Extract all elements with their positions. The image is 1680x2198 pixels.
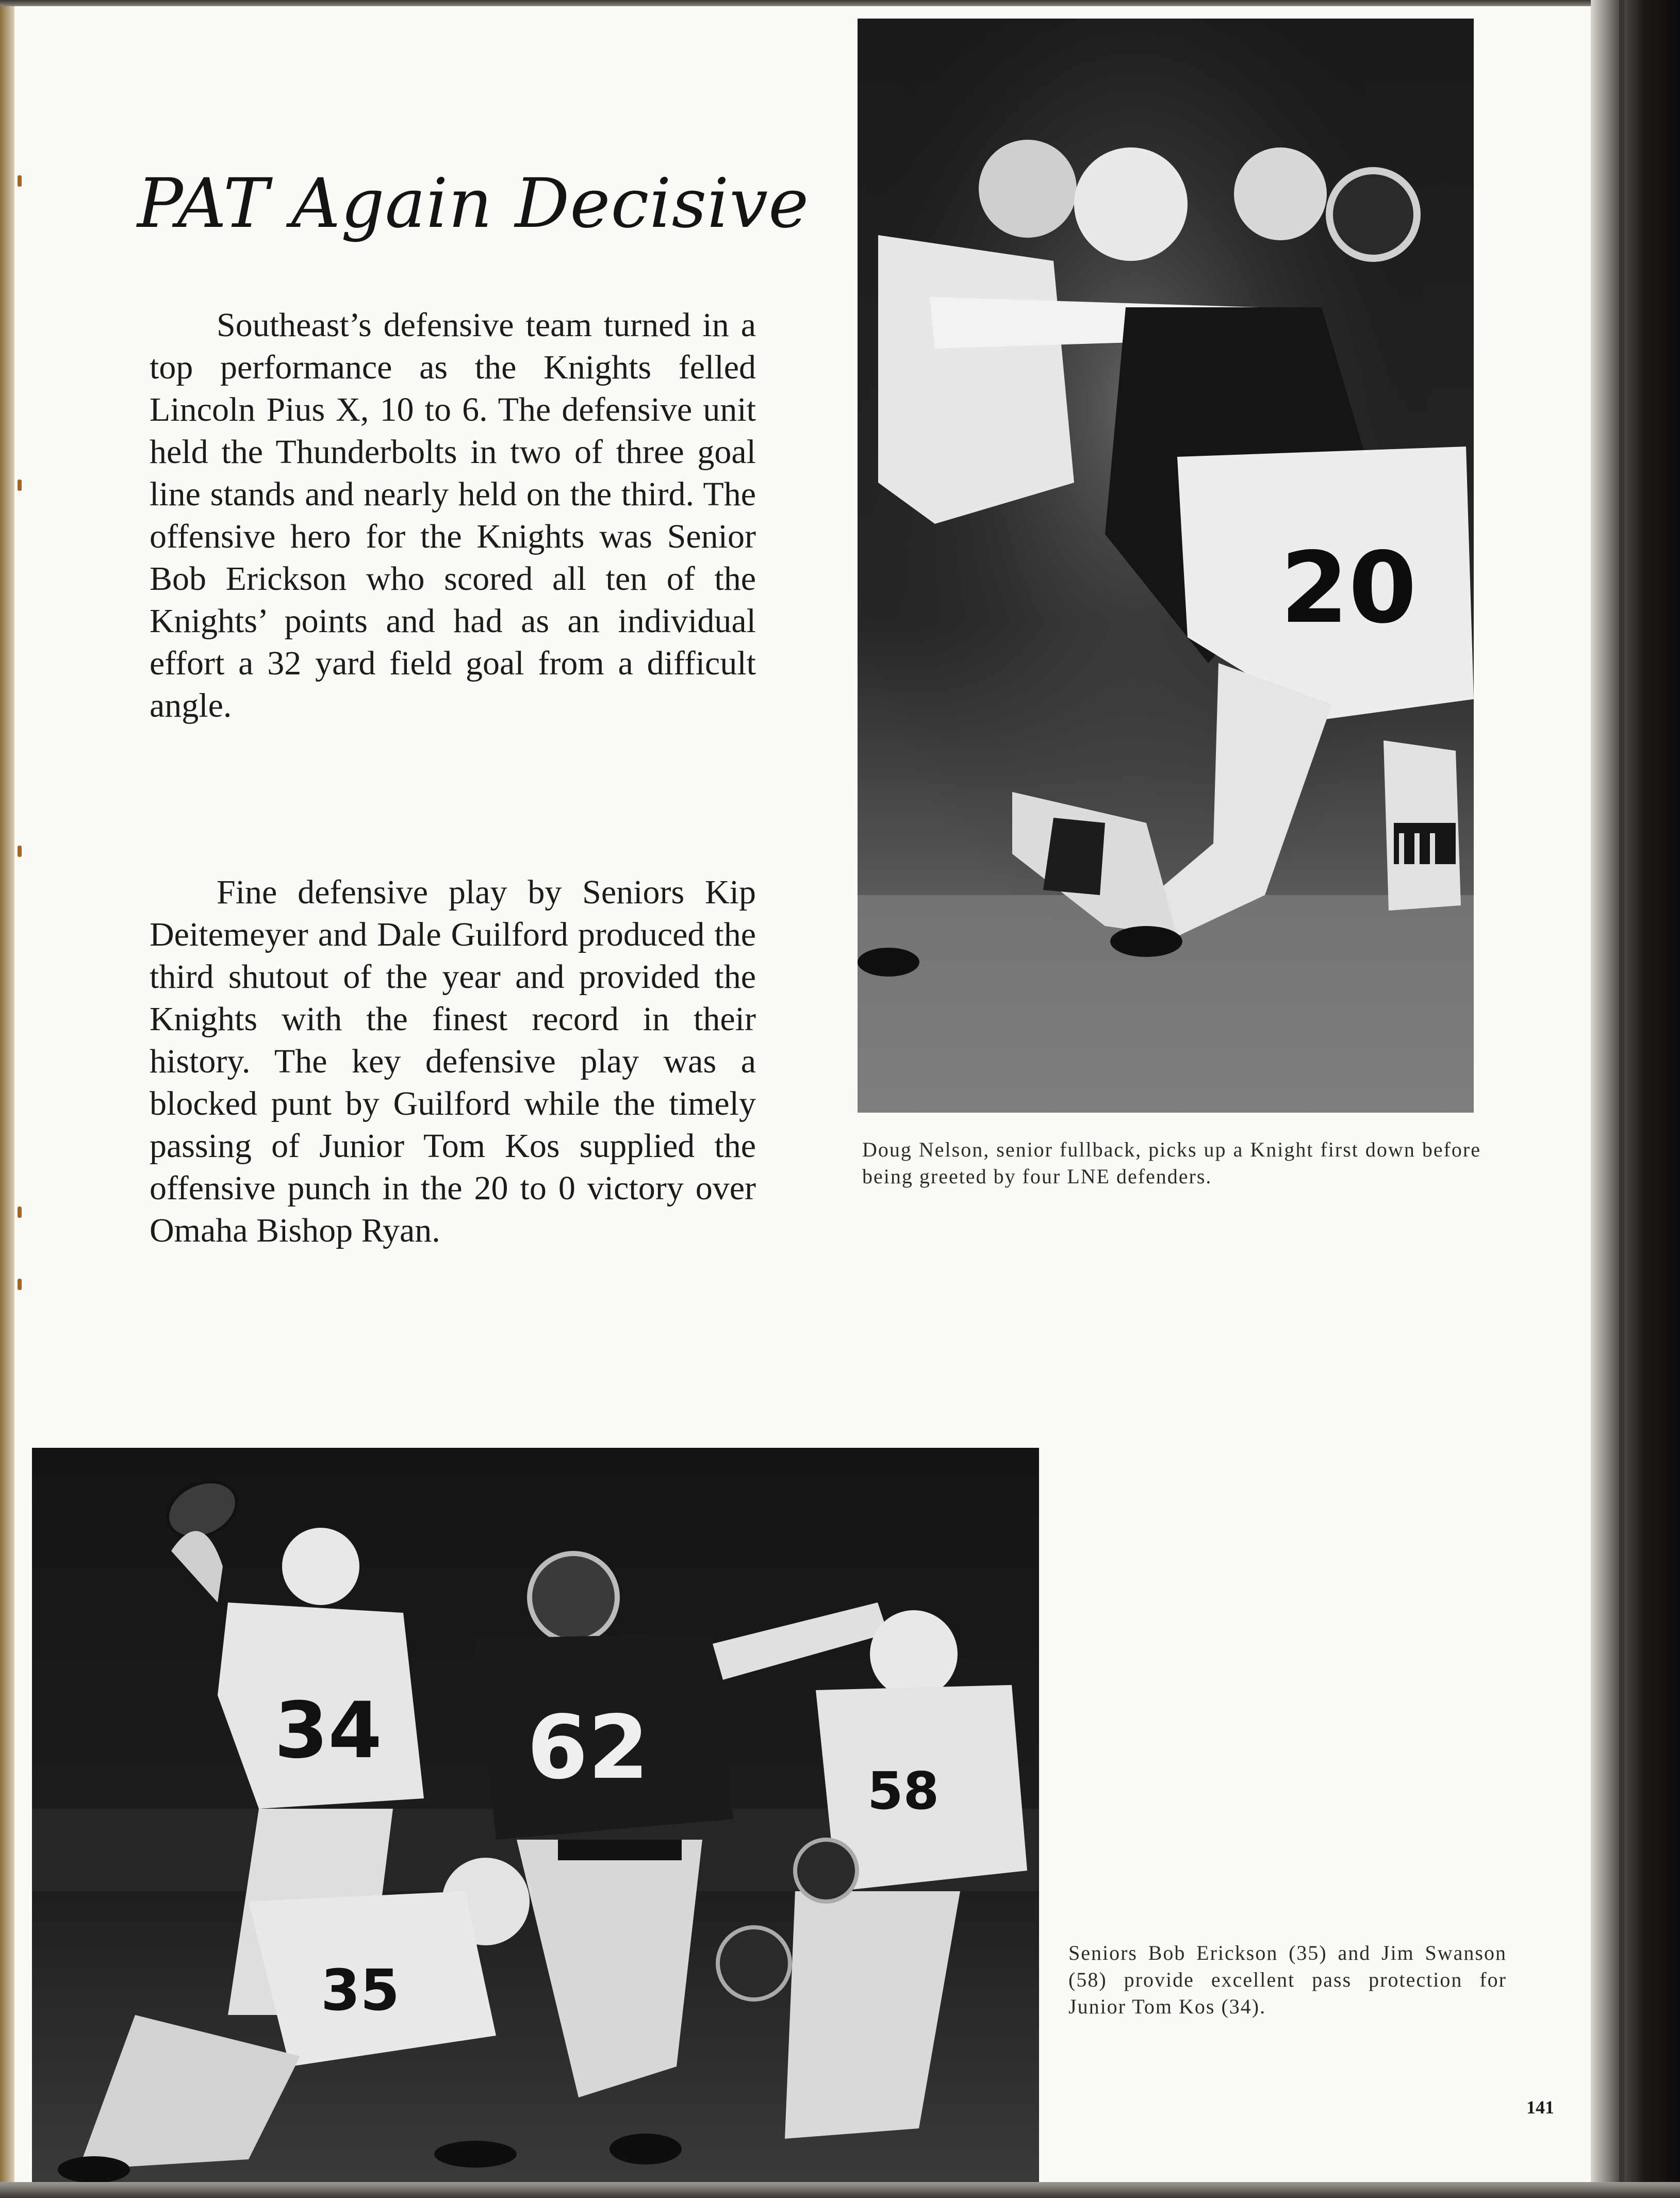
page-number: 141 <box>1526 2097 1554 2118</box>
book-spine <box>1591 0 1680 2198</box>
photo-pass-protection <box>32 1448 1039 2182</box>
jersey-number-62: 62 <box>527 1697 649 1799</box>
jersey-number-35: 35 <box>321 1957 400 2023</box>
jersey-number-20: 20 <box>1280 531 1417 645</box>
page-top-edge <box>0 0 1680 6</box>
photo-caption-2: Seniors Bob Erickson (35) and Jim Swanson (58) provide excellent pass protection for Junior Tom Kos (34). <box>1068 1941 1507 2018</box>
page-left-edge <box>0 0 14 2198</box>
jersey-number-34: 34 <box>274 1686 382 1776</box>
article-paragraph-1: Southeast’s defensive team turned in a top performance as the Knights felled Lincoln Pius X, 10 to 6. The defensive unit held the Thunderbolts in two of three goal line stands and nearly held on the third. The offensive hero for the Knights was Senior Bob Erickson who scored all ten of the Knights’ points and had as an individual effort a 32 yard field goal from a difficult angle. <box>150 306 756 724</box>
photo-fullback-first-down <box>858 19 1474 1113</box>
photo-caption-1: Doug Nelson, senior fullback, picks up a Knight first down before being greeted by four LNE defenders. <box>862 1138 1481 1188</box>
binding-mark <box>18 846 22 857</box>
football-photo-2 <box>32 1448 1039 2182</box>
article-paragraph-2: Fine defensive play by Seniors Kip Deitemeyer and Dale Guilford produced the third shutout of the year and provided the Knights with the finest record in their history. The key defensive play was a blocked punt by Guilford while the timely passing of Junior Tom Kos supplied the offensive punch in the 20 to 0 victory over Omaha Bishop Ryan. <box>150 873 756 1249</box>
binding-mark <box>18 1279 22 1290</box>
binding-mark <box>18 175 22 187</box>
jersey-number-58: 58 <box>867 1761 940 1821</box>
book-spine-edge <box>1619 0 1624 2198</box>
football-photo-1 <box>858 19 1474 1113</box>
article-title: PAT Again Decisive <box>137 164 810 243</box>
binding-mark <box>18 480 22 491</box>
page-bottom-edge <box>0 2182 1680 2198</box>
binding-mark <box>18 1207 22 1218</box>
